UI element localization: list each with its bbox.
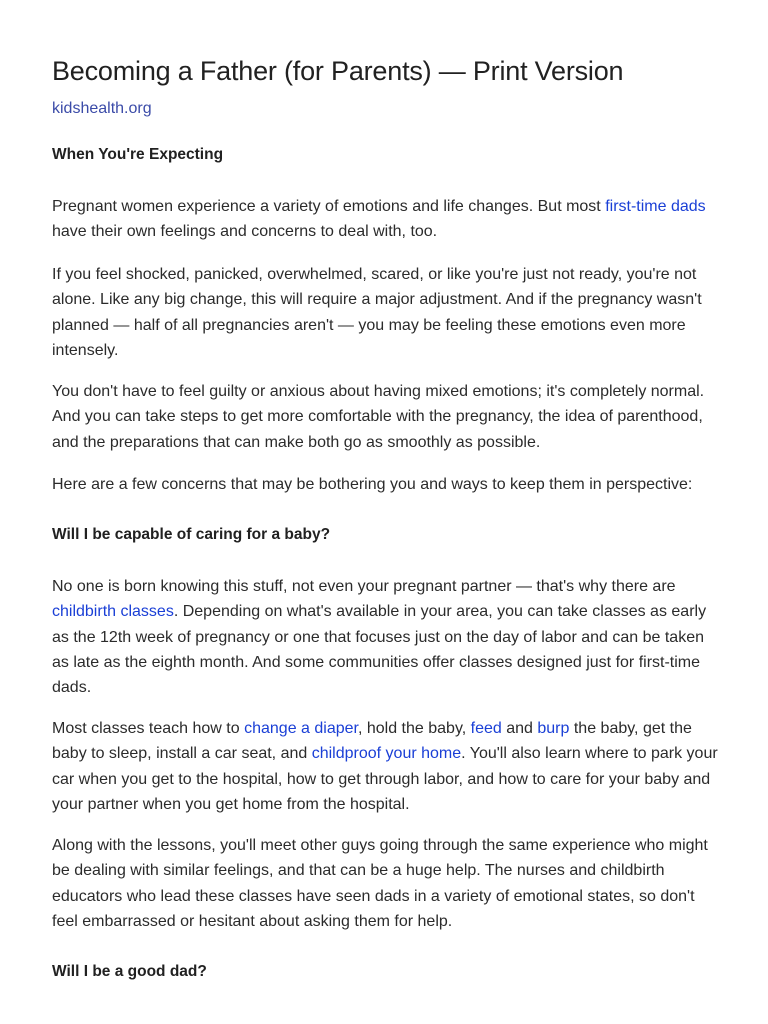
section-heading-good-dad: Will I be a good dad? <box>52 963 207 980</box>
paragraph-text: . Depending on what's available in your area, you can take classes as early as the 12th week of pregnancy or one that focuses just on the day of labor and can be taken as late as the eighth month. And some communities offer classes designed just for first-time dads. <box>52 603 707 697</box>
first-time-dads-link[interactable]: first-time dads <box>605 198 706 215</box>
change-diaper-link[interactable]: change a diaper <box>244 720 358 737</box>
paragraph-text: Pregnant women experience a variety of emotions and life changes. But most <box>52 198 606 215</box>
page-title: Becoming a Father (for Parents) — Print Version <box>52 56 624 86</box>
paragraph-mixed-emotions: You don't have to feel guilty or anxious about having mixed emotions; it's completely normal. And you can take steps to get more comfortable with the pregnancy, the idea of parenthood, and the preparations that can make both go as smoothly as possible. <box>52 383 705 451</box>
source-link[interactable]: kidshealth.org <box>52 100 152 117</box>
paragraph-text: , hold the baby, <box>357 720 471 737</box>
paragraph-feelings: If you feel shocked, panicked, overwhelmed, scared, or like you're just not ready, you're not alone. Like any big change, this will require a major adjustment. And if the pregnancy wasn't planned — half of all pregnancies aren't — you may be feeling these emotions even more intensely. <box>52 266 702 359</box>
paragraph-text: and <box>501 720 538 737</box>
paragraph-lessons: Along with the lessons, you'll meet other guys going through the same experience who might be dealing with similar feelings, and that can be a huge help. The nurses and childbirth educators who lead these classes have seen dads in a variety of emotional states, so don't feel embarrassed or hesitant about asking them for help. <box>52 837 708 930</box>
paragraph-intro <box>52 194 720 245</box>
paragraph-text: the baby, get the baby to sleep, install a car seat, and <box>52 720 692 763</box>
paragraph-class-topics <box>52 716 720 817</box>
feed-link[interactable]: feed <box>470 720 502 737</box>
childbirth-classes-link[interactable]: childbirth classes <box>52 603 174 621</box>
paragraph-text: No one is born knowing this stuff, not even your pregnant partner — that's why there are <box>52 578 676 595</box>
paragraph-text: . You'll also learn where to park your car when you get to the hospital, how to get through labor, and how to care for your baby and your partner when you get home from the hospital. <box>52 745 718 813</box>
section-heading-capable: Will I be capable of caring for a baby? <box>52 526 331 543</box>
paragraph-text: Most classes teach how to <box>52 720 245 737</box>
section-heading-expecting: When You're Expecting <box>52 146 224 163</box>
paragraph-text: have their own feelings and concerns to deal with, too. <box>52 223 438 241</box>
burp-link[interactable]: burp <box>537 720 570 737</box>
childproof-home-link[interactable]: childproof your home <box>311 745 462 763</box>
paragraph-classes <box>52 574 720 700</box>
paragraph-concerns: Here are a few concerns that may be bothering you and ways to keep them in perspective: <box>52 476 693 493</box>
